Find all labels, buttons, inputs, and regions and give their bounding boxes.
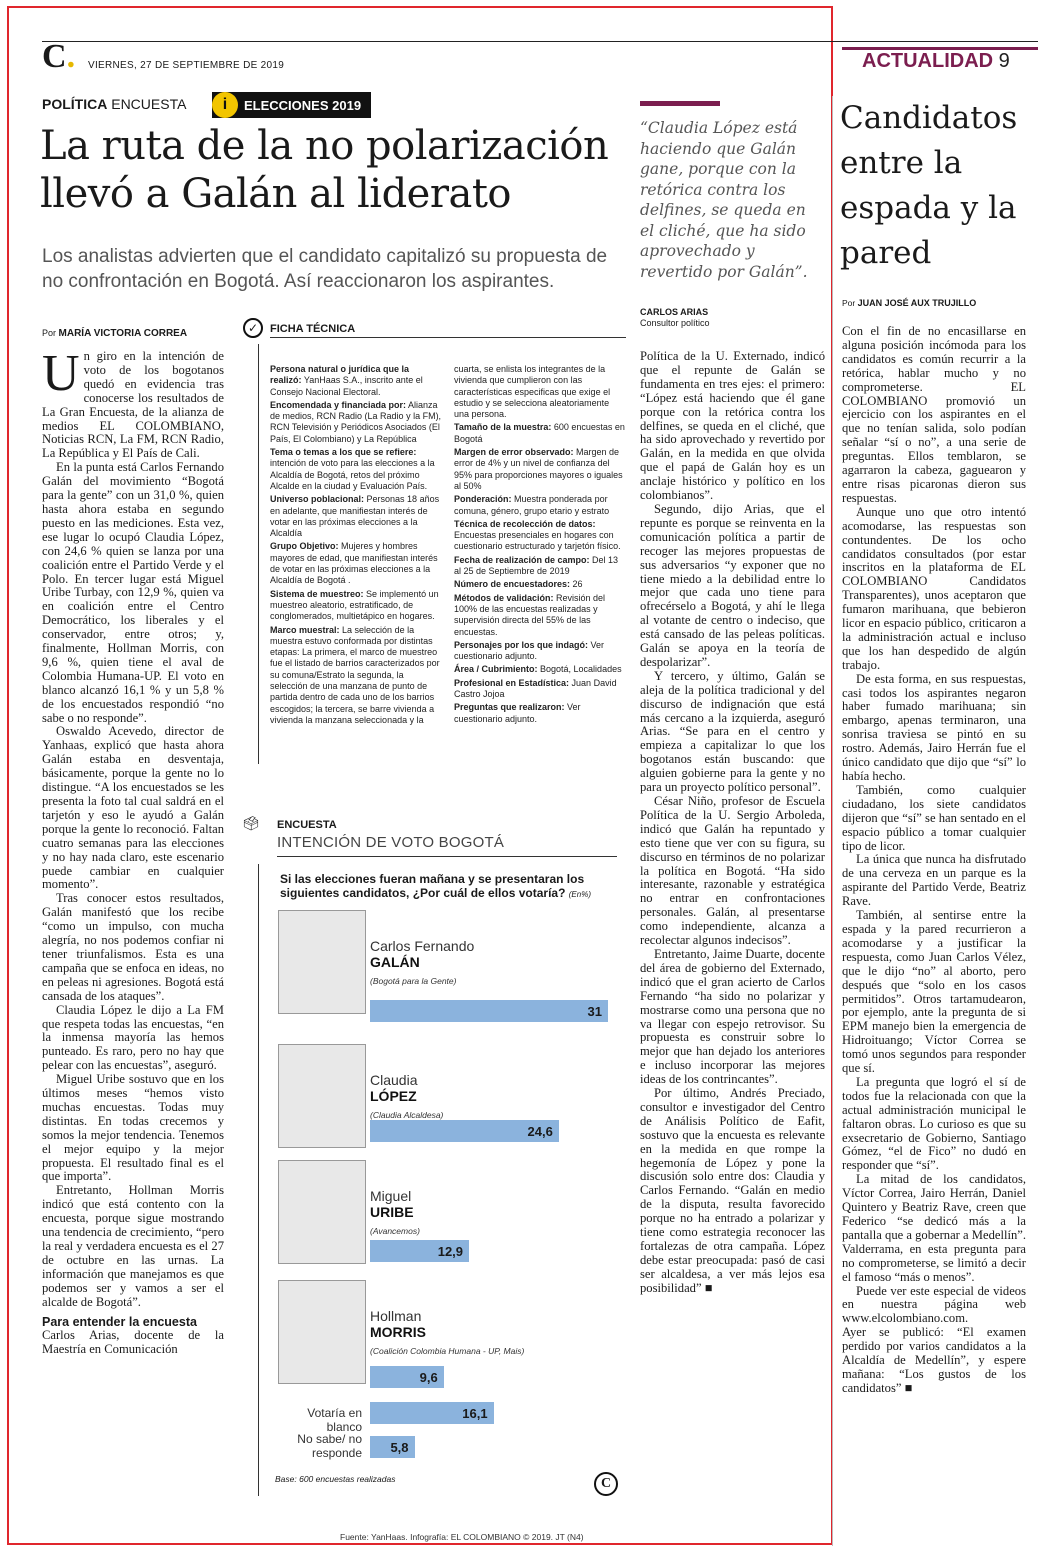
byline: Por MARÍA VICTORIA CORREA [42,328,188,339]
survey-title: INTENCIÓN DE VOTO BOGOTÁ [277,834,505,851]
ficha-item-key: Ponderación: [454,494,512,505]
candidate-photo [278,1044,366,1148]
drop-cap: U [42,350,80,402]
ficha-item [454,593,626,638]
column-divider [832,96,833,1546]
ficha-item [270,400,442,445]
chart-source: Fuente: YanHaas. Infografía: EL COLOMBIANO © 2019. JT (N4) [340,1532,584,1542]
ficha-item-value: Ver cuestionario adjunto. [454,639,605,662]
section-subtitle: Para entender la encuesta [42,1314,197,1329]
candidate-photo [278,1160,366,1264]
ficha-item [270,589,442,623]
survey-question: Si las elecciones fueran mañana y se presentaran los siguientes candidatos, ¿Por cuál de ellos votaría? (En%) [280,872,591,900]
ficha-title: FICHA TÉCNICA [270,323,356,335]
pull-quote: “Claudia López está haciendo que Galán gane, porque con la retórica contra los delfines, se queda en el cliché, que ha sido aprovechado y revertido por Galán”. [640,119,808,281]
quote-role: Consultor político [640,318,710,328]
ficha-item [270,494,442,539]
ficha-item-value: Alianza de medios, RCN Radio (La Radio y la FM), RCN Televisión y Periódicos Asociados (El País, El Colombiano) y La República [270,399,442,444]
bar-value-label: 9,6 [419,1370,438,1385]
candidate-name: Claudia LÓPEZ [370,1072,418,1104]
ficha-item-key: Área / Cubrimiento: [454,664,538,675]
ficha-item [270,541,442,586]
ficha-item-value: Bogotá, Localidades [537,664,622,675]
candidate-party: (Avancemos) [370,1226,420,1236]
ficha-item [454,447,626,492]
side-headline: Candidatos entre la espada y la pared [840,100,1018,271]
ficha-item-key: Preguntas que realizaron: [454,702,565,713]
ficha-item-value: YanHaas S.A., inscrito ante el Consejo Nacional Electoral. [270,375,423,397]
ficha-item-value: Mujeres y hombres mayores de edad, que manifiestan interés de votar en las próximas elecciones a la Alcaldía de Bogotá . [270,541,438,586]
bar-value-label: 16,1 [462,1406,488,1421]
header-rule [42,41,1038,42]
page-number: 9 [998,50,1010,72]
ficha-item-key: Persona natural o jurídica que la realizó: [270,364,410,386]
ficha-item-key: Métodos de validación: [454,592,554,603]
ficha-item [454,494,626,517]
category-label: Votaría en blanco [307,1406,362,1434]
ficha-item-value: Del 13 al 25 de Septiembre de 2019 [454,554,619,577]
candidate-name: Carlos Fernando GALÁN [370,938,475,970]
category-label: No sabe/ no responde [297,1432,362,1460]
ficha-rule [270,337,626,338]
section-label: ACTUALIDAD 9 [862,50,1010,72]
ficha-item-value: Muestra ponderada por comuna, género, grupo etario y estrato [454,494,610,516]
candidate-photo [278,910,366,1014]
survey-rule [277,856,617,857]
ficha-item-value: Personas 18 años en adelante, que manifiestan interés de votar en las próximas elecciones a la Alcaldía [270,494,440,539]
ballot-box-icon: 🗳 [242,816,260,832]
candidate-photo [278,1280,366,1384]
ficha-item-value: Margen de error de 4% y un nivel de confianza del 95% para proporciones mayores o iguales al 50% [454,447,623,491]
article-column-3: Política de la U. Externado, indicó que el repunte de Galán se fundamenta en tres ejes: el primero: “López está haciendo que él gane porque con la retórica contra los delfines, se queda en el cliché, que ha sido aprovechado y revertido por Galán, en la medida en que olvida que el papá de Galán hoy es un anclaje histórico y político en los colombianos”. Segundo, dijo Arias, que el repunte es porque se reinventa en la comunicación política a partir de recoger las mejores propuestas de sus adversarios “y exponer que no tiene miedo a la debilidad entre lo mejor que cada uno tiene para ofrecérselo a Bogotá, y ahí le llega al votante de centro o indeciso, que está cansado de las peleas políticas. Galán se apoya en la teoría de despolarizar”. Y tercero, y último, Galán se aleja de la política tradicional y del discurso de indignación que está más cercano a la izquierda, aseguró Arias. “Se para en el centro y empieza a capitalizar lo que los bogotanos están buscando: que alguien gobierne para la gente y no para un proyecto político personal”. César Niño, profesor de Escuela Política de la U. Sergio Arboleda, indicó que Galán ha repuntado y esto tiene que ver con su figura, su discurso en términos de no polarizar la política en Bogotá. “Ha sido interesante, razonable y estratégica no entrar en confrontaciones personales. Galán, al presentarse como independiente, alcanza a recolectar algunos indecisos”. Entretanto, Jaime Duarte, docente del área de gobierno del Externado, indicó que el gran acierto de Carlos Fernando “ha sido no polarizar y mostrarse como una persona que no va llegar con espejo retrovisor. Su propuesta es construir sobre lo mejor que han dejado los anteriores e incluso incorporar las mejores ideas de los contrincantes”. Por último, Andrés Preciado, consultor e investigador del Centro de Análisis Político de Eafit, sostuvo que la encuesta es relevante en la medida en que rompe la hegemonía de López y pone la discusión solo entre dos: Claudia y Carlos Fernando. “Galán en medio de la disputa, resulta favorecido porque no ha entrado a polarizar y tiene como estrategia reconocer las fortalezas de otra campaña. López debe estar preocupada: pasó de casi ser alcaldesa, a ver más lejos esa posibilidad” ■ [640,350,825,1295]
candidate-name: Miguel URIBE [370,1188,414,1220]
ficha-item-key: Grupo Objetivo: [270,541,339,552]
ficha-item-key: Margen de error observado: [454,447,574,458]
candidate-party: (Bogotá para la Gente) [370,976,457,986]
colombiano-logo-icon: C [594,1472,618,1496]
ficha-item-key: Técnica de recolección de datos: [454,518,596,529]
checkmark-icon: ✓ [243,318,263,338]
ficha-item [454,702,626,725]
ficha-item [454,519,626,553]
ficha-item-key: Profesional en Estadística: [454,677,570,688]
side-article-body: Con el fin de no encasillarse en alguna posición incómoda para los candidatos es común recurrir a la retórica, hablar mucho y no comprometerse. EL COLOMBIANO promovió un ejercicio con los aspirantes en el que no tenían salida, solo podían señalar “sí o no”, a una serie de preguntas. Ellos temblaron, se agarraron la cabeza, gaguearon y entre risas picaronas dieron sus respuestas. Aunque uno que otro intentó acomodarse, las respuestas son contundentes. De los ocho candidatos consultados (por estar inscritos en la plataforma de EL COLOMBIANO Candidatos Transparentes), unos aceptaron que fumaron marihuana, que bebieron licor en espacio público, criticaron a la administración actual e incluso que los han despedido de algún trabajo. De esta forma, en sus respuestas, casi todos los aspirantes negaron haber fumado marihuana; sin embargo, apenas terminaron, una sonrisa traviesa se pintó en su rostro. Además, Jairo Herrán fue el único candidato que dijo que “sí” lo había hecho. También, como cualquier ciudadano, los siete candidatos dijeron que “sí” se han sentado en el espacio público a tomar cualquier tipo de licor. La única que nunca ha disfrutado de una cerveza en un parque es la aspirante del Partido Verde, Beatriz Rave. También, al sentirse entre la espada y la pared recurrieron a acomodarse y a justificar la respuesta, como Juan Carlos Vélez, que le dijo “no” al aborto, pero después que “solo en los casos permitidos”. Otros tartamudearon, por ejemplo, ante la pregunta de si EPM manejo bien la emergencia de Hidroituango; Víctor Correa se tomó unos segundos para responder que sí. La pregunta que logró el sí de todos fue la relacionada con que la actual administración municipal le faltaron obras. Lo curioso es que su exsecretario de Gobierno, Santiago Gómez, “el de Fico” no dudó en responder que “sí”. La mitad de los candidatos, Víctor Correa, Jairo Herrán, Daniel Quintero y Beatriz Rave, creen que Federico “se dedicó más a la pantalla que a gobernar a Medellín”. Valderrama, en esta pregunta para no comprometerse, se limitó a decir el famoso “más o menos”. Puede ver este especial de videos en nuestra página web www.elcolombiano.com. Ayer se publicó: “El examen perdido por varios candidatos a la Alcaldía de Medellín”, y espere mañana: “Los gustos de los candidatos” ■ [842,325,1026,1395]
elections-logo-icon: i [212,92,238,118]
elections-badge: i ELECCIONES 2019 [212,92,371,118]
quote-rule [640,101,720,106]
ficha-item-value: Revisión del 100% de las encuestas realizadas y supervisión directa del 55% de las encuestas. [454,592,606,637]
ficha-item-key: Personajes por los que indagó: [454,639,589,650]
ficha-item [454,555,626,578]
bar-value-label: 5,8 [390,1440,409,1455]
ficha-item-value: 26 [570,579,583,590]
ficha-item [454,664,626,675]
bar-value-label: 31 [587,1004,602,1019]
quote-author: CARLOS ARIAS [640,307,709,317]
ficha-item [454,640,626,663]
article-column-1: Un giro en la intención de voto de los bogotanos quedó en evidencia tras conocerse los resultados de La Gran Encuesta, de la alianza de medios EL COLOMBIANO, Noticias RCN, La FM, RCN Radio, La República y El País de Cali. En la punta está Carlos Fernando Galán del movimiento “Bogotá para la gente” con un 31,0 %, quien hasta ahora estaba en segundo puesto en las mediciones. Esta vez, ese lugar lo ocupó Claudia López, con 24,6 % quien se lanza por una coalición entre el Partido Verde y el Polo. En tercer lugar está Miguel Uribe Turbay, con 12,9 %, quien va en coalición entre el Centro Democrático, los liberales y el conservador, entre otros; y, finalmente, Hollman Morris, con 9,6 %, quien tiene el aval de Colombia Humana-UP. El voto en blanco alcanzó 16,1 % y un 5,8 % de los encuestados respondió “no sabe o no responde”. Oswaldo Acevedo, director de Yanhaas, explicó que hasta ahora Galán estaba en desventaja, básicamente, porque la gente no lo distingue. “A los encuestados se les presenta la foto tal cual saldrá en el tarjetón y eso le ayudó a Galán porque la gente lo reconoció. Faltan cuatro semanas para las elecciones y no hay nada claro, este escenario puede cambiar en cualquier momento”. Tras conocer estos resultados, Galán manifestó que los recibe “como un impulso, con mucha alegría, no nos podemos confiar ni tener triunfalismos. Esta es una campaña que se enfoca en ideas, no en peleas ni agresiones. Bogotá está cansada de los ataques”. Claudia López le dijo a La FM que respeta todas las encuestas, “en la inmensa mayoría las hemos punteado. Es raro, pero no hay que pelear con las encuestas”, aseguró. Miguel Uribe sostuvo que en los últimos meses “hemos visto muchas encuestas. Todas muy distintas. En todas crecemos y somos la mejor tendencia. Tenemos el mejor equipo y la mejor propuesta. El resultado final es el que importa”. Entretanto, Hollman Morris indicó que está contento con la encuesta, porque sigue mostrando una tendencia de crecimiento, “pero la real y verdadera encuesta es el 27 de octubre en las urnas. La información que manejamos es que podemos ser y vamos a ser el alcalde de Bogotá”. Para entender la encuesta Carlos Arias, docente de la Maestría en Comunicación [42,350,224,1357]
ficha-item-key: Fecha de realización de campo: [454,554,590,565]
newspaper-logo: C. [42,38,76,75]
ficha-item-key: Encomendada y financiada por: [270,399,407,410]
ficha-item [454,422,626,445]
ficha-item-key: Tamaño de la muestra: [454,422,552,433]
ficha-item-value: intención de voto para las elecciones a la Alcaldía de Bogotá, retos del próximo Alcalde en la ciudad y Evaluación País. [270,458,435,491]
subheadline: Los analistas advierten que el candidato capitalizó su propuesta de no confrontación en Bogotá. Así reaccionaron los aspirantes. [42,246,608,292]
survey-base: Base: 600 encuestas realizadas [275,1474,396,1484]
ficha-side-rule [258,344,259,764]
bar-value-label: 24,6 [527,1124,553,1139]
ficha-item [454,579,626,590]
ficha-body [270,364,626,764]
ficha-item-value: Se implementó un muestreo aleatorio, estratificado, de conglomerados, multietápico en hogares. [270,588,439,622]
ficha-item-value: 600 encuestas en Bogotá [454,422,625,444]
survey-label: ENCUESTA [277,819,337,831]
ficha-item [454,678,626,701]
ficha-item-value: Encuestas presenciales en hogares con cuestionario estructurado y tarjetón físico. [454,530,621,552]
ficha-item-key: Marco muestral: [270,624,340,635]
candidate-party: (Claudia Alcaldesa) [370,1110,444,1120]
ficha-item-key: Universo poblacional: [270,494,365,505]
candidate-name: Hollman MORRIS [370,1308,426,1340]
candidate-party: (Coalición Colombia Humana - UP, Mais) [370,1346,525,1356]
ficha-item-value: La selección de la muestra estuvo conformada por distintas etapas: La primera, el marco de muestreo fue el listado de barrios caracterizados por su comuna/Estrato la segunda, la selección de una manzana de punto de partida dentro de cada uno de los barrios escogidos; la tercera, se barre vivienda a vivienda la manzana seleccionada y la cuarta, se enlista los integrantes de la vivienda que cumplieron con las características especificas que exige el estudio y se selecciona aleatoriamente una persona. [270,364,611,725]
ficha-item [270,364,442,398]
issue-date: VIERNES, 27 DE SEPTIEMBRE DE 2019 [88,60,285,71]
ficha-item-value: Ver cuestionario adjunto. [454,702,581,724]
ficha-item-key: Número de encuestadores: [454,579,571,590]
ficha-item-key: Sistema de muestreo: [270,588,364,599]
bar-value-label: 12,9 [437,1244,464,1259]
ficha-item-key: Tema o temas a los que se refiere: [270,447,417,458]
ficha-item [270,447,442,492]
side-byline: Por JUAN JOSÉ AUX TRUJILLO [842,298,977,308]
headline: La ruta de la no polarización llevó a Galán al liderato [40,123,609,217]
ficha-item-value: Juan David Castro Jojoa [454,677,617,700]
kicker: POLÍTICA ENCUESTA [42,96,187,112]
